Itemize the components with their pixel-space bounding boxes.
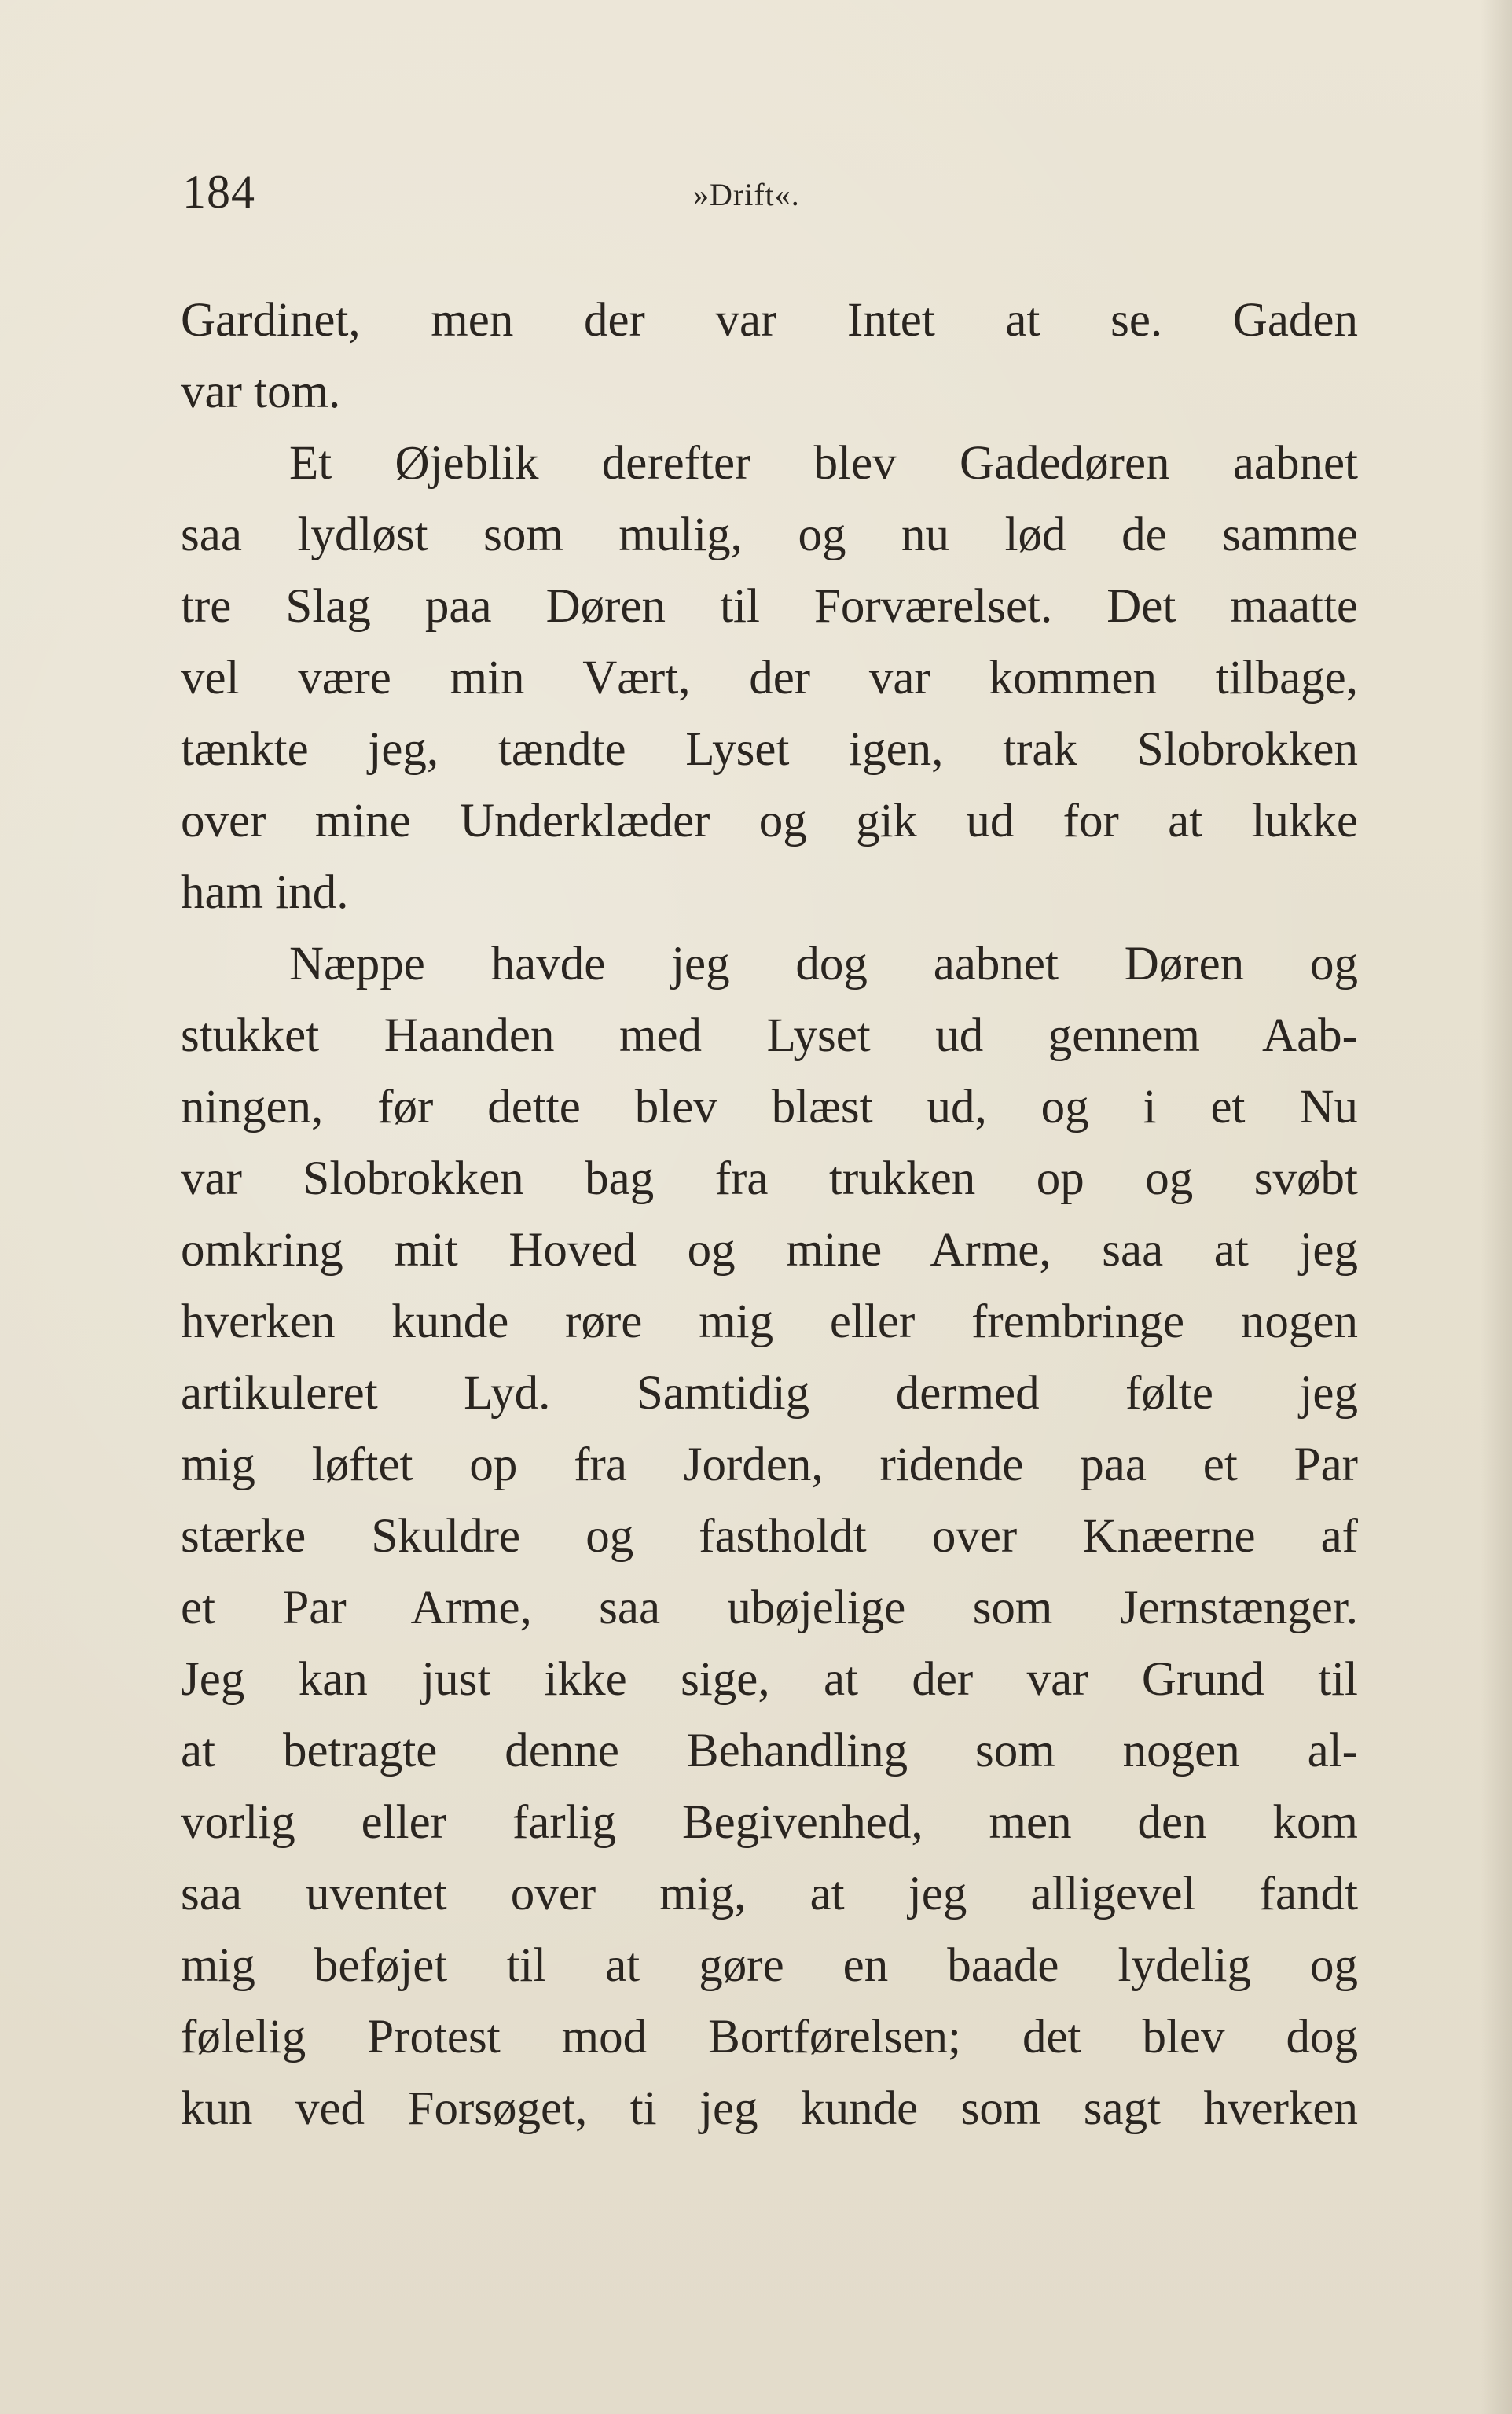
text-line: hverken kunde røre mig eller frembringe nogen (181, 1295, 1358, 1348)
text-line: at betragte denne Behandling som nogen al- (181, 1725, 1358, 1777)
text-line: artikuleret Lyd. Samtidig dermed følte jeg (181, 1367, 1358, 1420)
text-line: følelig Protest mod Bortførelsen; det blev dog (181, 2011, 1358, 2063)
text-line: stærke Skuldre og fastholdt over Knæerne af (181, 1510, 1358, 1563)
text-line: var Slobrokken bag fra trukken op og svøbt (181, 1152, 1358, 1205)
text-line: over mine Underklæder og gik ud for at lukke (181, 795, 1358, 847)
text-line: kun ved Forsøget, ti jeg kunde som sagt hverken (181, 2082, 1358, 2135)
text-line: ningen, før dette blev blæst ud, og i et Nu (181, 1081, 1358, 1134)
text-line: mig løftet op fra Jorden, ridende paa et Par (181, 1438, 1358, 1491)
text-line: tænkte jeg, tændte Lyset igen, trak Slobrokken (181, 723, 1358, 776)
text-line: mig beføjet til at gøre en baade lydelig og (181, 1939, 1358, 1992)
page-number: 184 (182, 166, 255, 218)
text-line: stukket Haanden med Lyset ud gennem Aab- (181, 1009, 1358, 1062)
text-line: Et Øjeblik derefter blev Gadedøren aabnet (289, 437, 1358, 490)
text-line: vel være min Vært, der var kommen tilbage, (181, 652, 1358, 704)
text-line: ham ind. (181, 866, 349, 919)
text-line: tre Slag paa Døren til Forværelset. Det maatte (181, 580, 1358, 633)
text-line: saa lydløst som mulig, og nu lød de samme (181, 509, 1358, 561)
text-line: Jeg kan just ikke sige, at der var Grund til (181, 1653, 1358, 1706)
running-head (182, 157, 1357, 228)
text-line: saa uventet over mig, at jeg alligevel fandt (181, 1868, 1358, 1920)
text-line: Gardinet, men der var Intet at se. Gaden (181, 294, 1358, 347)
text-line: omkring mit Hoved og mine Arme, saa at jeg (181, 1224, 1358, 1277)
page-edge-shadow (1481, 0, 1512, 2414)
text-line: var tom. (181, 366, 341, 418)
text-line: Næppe havde jeg dog aabnet Døren og (289, 938, 1358, 990)
text-line: et Par Arme, saa ubøjelige som Jernstænger. (181, 1582, 1358, 1634)
running-title: »Drift«. (693, 177, 800, 212)
body-text (181, 285, 1358, 2144)
text-line: vorlig eller farlig Begivenhed, men den kom (181, 1796, 1358, 1849)
